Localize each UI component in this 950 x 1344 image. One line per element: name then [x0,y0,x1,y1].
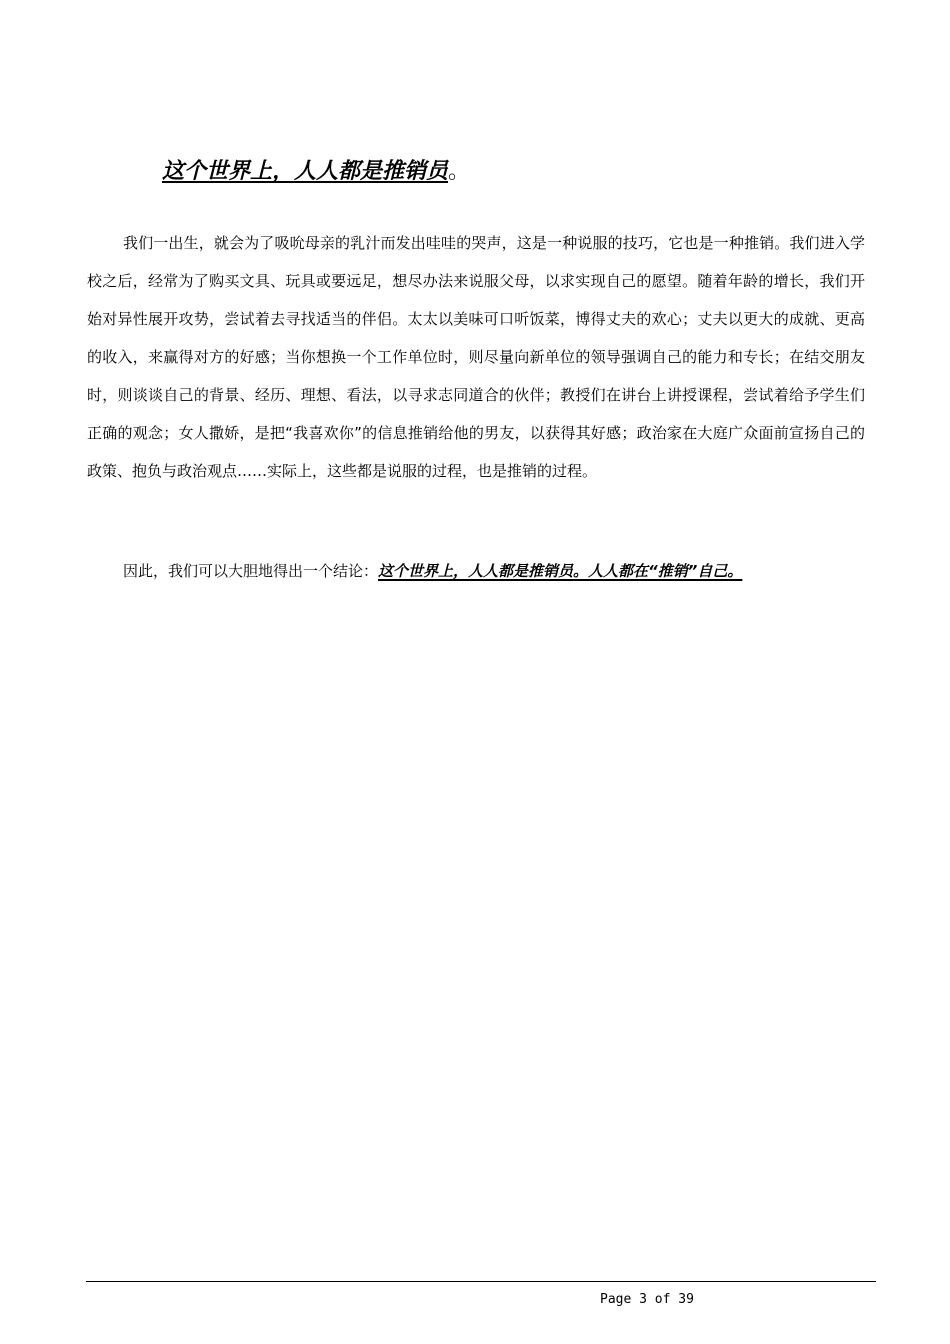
document-heading [162,156,470,188]
footer-divider [86,1281,876,1282]
conclusion-paragraph [87,552,865,590]
page-number: Page 3 of 39 [600,1292,694,1307]
body-paragraph: 我们一出生，就会为了吸吮母亲的乳汁而发出哇哇的哭声，这是一种说服的技巧，它也是一种推销。我们进入学校之后，经常为了购买文具、玩具或要远足，想尽办法来说服父母，以求实现自己的愿望。随着年龄的增长，我们开始对异性展开攻势，尝试着去寻找适当的伴侣。太太以美味可口听饭菜，博得丈夫的欢心；丈夫以更大的成就、更高的收入，来赢得对方的好感；当你想换一个工作单位时，则尽量向新单位的领导强调自己的能力和专长；在结交朋友时，则谈谈自己的背景、经历、理想、看法，以寻求志同道合的伙伴；教授们在讲台上讲授课程，尝试着给予学生们正确的观念；女人撒娇，是把“我喜欢你”的信息推销给他的男友，以获得其好感；政治家在大庭广众面前宣扬自己的政策、抱负与政治观点……实际上，这些都是说服的过程，也是推销的过程。 [87,234,865,480]
conclusion-lead: 因此，我们可以大胆地得出一个结论： [123,562,379,580]
heading-text: 这个世界上，人人都是推销员 [162,159,449,184]
heading-period: 。 [448,159,471,184]
conclusion-emphasis: 这个世界上，人人都是推销员。人人都在“推销”自己。 [378,562,743,580]
